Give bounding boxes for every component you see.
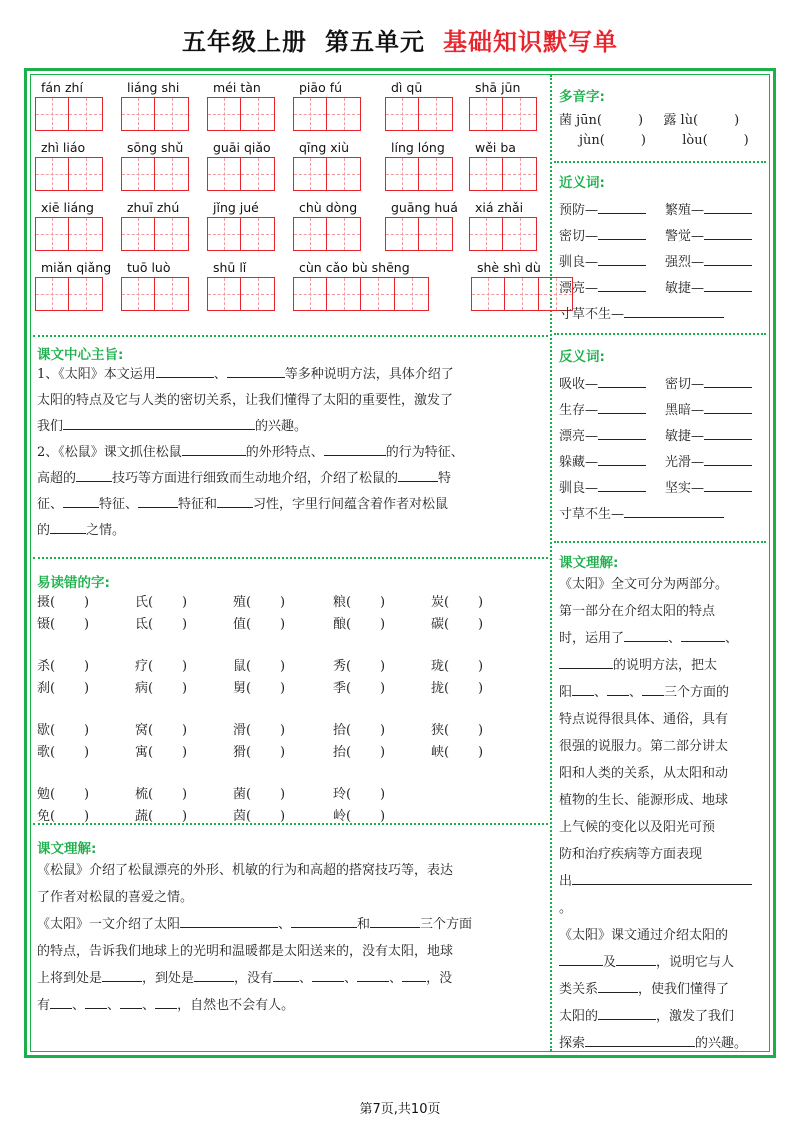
character-writing-box[interactable] [503, 97, 537, 131]
character-writing-box[interactable] [505, 277, 539, 311]
character-writing-box[interactable] [241, 217, 275, 251]
pronunciation-item[interactable]: 值( ) [233, 617, 286, 632]
answer-blank[interactable] [76, 468, 112, 482]
pinyin-label: shè shì dù [477, 260, 541, 275]
pronunciation-item[interactable]: 猾( ) [233, 745, 286, 760]
pinyin-label: sōng shǔ [127, 140, 184, 155]
answer-blank[interactable] [624, 628, 668, 642]
word-pair-item[interactable]: 繁殖— [665, 199, 752, 218]
pinyin-label: guāng huá [391, 200, 458, 215]
character-writing-box[interactable] [469, 157, 503, 191]
answer-blank[interactable] [120, 995, 142, 1009]
pronunciation-item[interactable]: 鼠( ) [233, 659, 286, 674]
center-idea-title: 课文中心主旨: [37, 347, 124, 363]
pinyin-word-block [35, 139, 103, 191]
pinyin-word-block [469, 139, 537, 191]
character-writing-box[interactable] [35, 157, 69, 191]
word-pair-item[interactable]: 寸草不生— [559, 503, 724, 522]
pinyin-writing-area [35, 79, 547, 329]
answer-blank[interactable] [357, 968, 389, 982]
word-pair-item[interactable]: 寸草不生— [559, 303, 724, 322]
pinyin-word-block [207, 199, 275, 251]
pinyin-label: dì qū [391, 80, 423, 95]
answer-blank[interactable] [50, 995, 72, 1009]
pinyin-label: tuō luò [127, 260, 171, 275]
character-writing-box[interactable] [327, 97, 361, 131]
pinyin-label: shū lǐ [213, 260, 247, 275]
word-pair-item[interactable]: 强烈— [665, 251, 752, 270]
answer-blank[interactable] [681, 628, 725, 642]
pinyin-label: jǐng jué [213, 200, 259, 215]
pinyin-label: shā jūn [475, 80, 521, 95]
understand-right-text: 《太阳》全文可分为两部分。 第一部分在介绍太阳的特点 时，运用了 、 、 的说明方法，把太 阳 、 、 三个方面的 特点说得很具体、通俗，具有 很强的说服力。第二部分讲太 阳和人类的关系，从太阳和动 植物的生长、能源形成、地球 上气候的变化以及阳光可预 防和治疗疾病等方面表现 出 。 《太阳》课文通过介绍太阳的 及 ，说明它与人 类关系 ，使我们懂得了 太阳的 ，激发了我们 探索 的兴趣。 [559, 571, 771, 1057]
polyphone-char-jun: 菌 [559, 113, 573, 128]
pinyin-word-block [385, 139, 453, 191]
character-writing-box[interactable] [241, 277, 275, 311]
word-pair-item[interactable]: 坚实— [665, 477, 752, 496]
pronunciation-item[interactable]: 酿( ) [333, 617, 386, 632]
pinyin-word-block [293, 199, 361, 251]
answer-blank[interactable] [138, 494, 178, 508]
character-writing-box[interactable] [207, 217, 241, 251]
pronunciation-item[interactable]: 疗( ) [135, 659, 188, 674]
pinyin-label: piāo fú [299, 80, 343, 95]
answer-blank[interactable] [85, 995, 107, 1009]
header-unit: 第五单元 [325, 28, 425, 56]
character-writing-box[interactable] [327, 157, 361, 191]
answer-blank[interactable] [572, 871, 752, 885]
answer-blank[interactable] [312, 968, 344, 982]
answer-blank[interactable] [402, 968, 426, 982]
pinyin-label: zhuī zhú [127, 200, 180, 215]
character-writing-box[interactable] [69, 157, 103, 191]
pinyin-label: liáng shi [127, 80, 180, 95]
polyphone-row-1: 菌 jūn( ) 露 lù( ) [559, 113, 740, 128]
character-writing-box[interactable] [121, 277, 155, 311]
pinyin-label: méi tàn [213, 80, 261, 95]
pinyin-label: miǎn qiǎng [41, 260, 112, 275]
pronunciation-item[interactable]: 玲( ) [333, 787, 386, 802]
answer-blank[interactable] [63, 416, 255, 430]
answer-blank[interactable] [180, 914, 278, 928]
pronunciation-item[interactable]: 拾( ) [333, 723, 386, 738]
character-writing-box[interactable] [35, 277, 69, 311]
character-writing-box[interactable] [419, 97, 453, 131]
word-pair-item[interactable]: 驯良— [559, 477, 646, 496]
pinyin-word-block [293, 79, 361, 131]
character-writing-box[interactable] [395, 277, 429, 311]
word-pair-item[interactable]: 敏捷— [665, 277, 752, 296]
understand-right-title: 课文理解: [559, 555, 619, 571]
pronunciation-item[interactable]: 氐( ) [135, 617, 188, 632]
character-writing-box[interactable] [69, 217, 103, 251]
pronunciation-item[interactable]: 舅( ) [233, 681, 286, 696]
section-divider [33, 557, 548, 559]
pronunciation-item[interactable]: 炭( ) [431, 595, 484, 610]
character-writing-box[interactable] [121, 217, 155, 251]
pronunciation-item[interactable]: 拢( ) [431, 681, 484, 696]
pronunciation-item[interactable]: 碳( ) [431, 617, 484, 632]
pronunciation-item[interactable]: 珑( ) [431, 659, 484, 674]
pronunciation-item[interactable]: 滑( ) [233, 723, 286, 738]
pronunciation-item[interactable]: 抬( ) [333, 745, 386, 760]
answer-blank[interactable] [156, 364, 214, 378]
character-writing-box[interactable] [293, 217, 327, 251]
answer-blank[interactable] [155, 995, 177, 1009]
answer-blank[interactable] [616, 952, 656, 966]
character-writing-box[interactable] [121, 157, 155, 191]
pronunciation-item[interactable]: 茵( ) [233, 809, 286, 824]
pronunciation-item[interactable]: 氏( ) [135, 595, 188, 610]
answer-blank[interactable] [398, 468, 438, 482]
character-writing-box[interactable] [155, 277, 189, 311]
understand-left-title: 课文理解: [37, 841, 97, 857]
character-writing-box[interactable] [155, 97, 189, 131]
word-pair-item[interactable]: 密切— [665, 373, 752, 392]
section-divider [33, 823, 548, 825]
pronunciation-item[interactable]: 蔬( ) [135, 809, 188, 824]
pronunciation-item[interactable]: 镊( ) [37, 617, 90, 632]
answer-blank[interactable] [102, 968, 142, 982]
character-writing-box[interactable] [69, 277, 103, 311]
pronunciation-item[interactable]: 歌( ) [37, 745, 90, 760]
pronunciation-item[interactable]: 秀( ) [333, 659, 386, 674]
pinyin-label: chù dòng [299, 200, 358, 215]
character-writing-box[interactable] [35, 217, 69, 251]
section-divider [33, 335, 548, 337]
pinyin-word-block [293, 139, 361, 191]
character-writing-box[interactable] [385, 97, 419, 131]
easy-wrong-title: 易读错的字: [37, 575, 110, 591]
polyphone-char-lu: 露 [663, 113, 677, 128]
pronunciation-item[interactable]: 摄( ) [37, 595, 90, 610]
center-idea-text: 1、《太阳》本文运用 、 等多种说明方法，具体介绍了 太阳的特点及它与人类的密切关系，让我们懂得了太阳的重要性，激发了 我们 的兴趣。 2、《松鼠》课文抓住松鼠 的外形特点、 的行为特征、 高超的 技巧等方面进行细致而生动地介绍，介绍了松鼠的 特 征、 特征、 特征和 习性，字里行间蕴含着作者对松鼠 的 之情。 [37, 362, 547, 544]
understand-left-text: 《松鼠》介绍了松鼠漂亮的外形、机敏的行为和高超的搭窝技巧等，表达 了作者对松鼠的喜爱之情。 《太阳》一文介绍了太阳 、 和 三个方面 的特点，告诉我们地球上的光明和温暖都是太阳送来的，没有太阳，地球 上将到处是 ，到处是 ，没有 、 、 、 ，没 有 、 、 、 ，自然也不会有人。 [37, 863, 473, 1013]
character-writing-box[interactable] [155, 217, 189, 251]
character-writing-box[interactable] [419, 217, 453, 251]
pinyin-word-block [121, 79, 189, 131]
character-writing-box[interactable] [327, 217, 361, 251]
character-writing-box[interactable] [69, 97, 103, 131]
character-writing-box[interactable] [471, 277, 505, 311]
answer-blank[interactable] [182, 442, 246, 456]
pinyin-label: líng lóng [391, 140, 445, 155]
section-divider [554, 161, 766, 163]
answer-blank[interactable] [598, 979, 638, 993]
character-writing-box[interactable] [207, 157, 241, 191]
pronunciation-item[interactable]: 免( ) [37, 809, 90, 824]
word-pair-item[interactable]: 黑暗— [665, 399, 752, 418]
section-divider [554, 333, 766, 335]
pinyin-word-block [469, 79, 537, 131]
character-writing-box[interactable] [121, 97, 155, 131]
character-writing-box[interactable] [241, 157, 275, 191]
answer-blank[interactable] [324, 442, 386, 456]
pinyin-label: xiē liáng [41, 200, 94, 215]
answer-blank[interactable] [598, 1006, 656, 1020]
word-pair-item[interactable]: 漂亮— [559, 277, 646, 296]
pronunciation-item[interactable]: 粮( ) [333, 595, 386, 610]
word-pair-item[interactable]: 敏捷— [665, 425, 752, 444]
page-number: 第7页,共10页 [359, 1102, 441, 1117]
answer-blank[interactable] [217, 494, 253, 508]
pinyin-word-block [469, 199, 537, 251]
pinyin-label: xiá zhǎi [475, 200, 524, 215]
antonym-title: 反义词: [559, 349, 605, 365]
character-writing-box[interactable] [385, 217, 419, 251]
header-grade: 五年级上册 [182, 28, 307, 56]
character-writing-box[interactable] [241, 97, 275, 131]
pinyin-label: wěi ba [475, 140, 516, 155]
character-writing-box[interactable] [327, 277, 361, 311]
answer-blank[interactable] [642, 682, 664, 696]
pronunciation-item[interactable]: 岭( ) [333, 809, 386, 824]
easy-wrong-grid [37, 591, 547, 824]
answer-blank[interactable] [50, 520, 86, 534]
pronunciation-item[interactable]: 菌( ) [233, 787, 286, 802]
worksheet-frame [24, 68, 776, 1058]
answer-blank[interactable] [607, 682, 629, 696]
character-writing-box[interactable] [385, 157, 419, 191]
answer-blank[interactable] [273, 968, 299, 982]
word-pair-item[interactable]: 生存— [559, 399, 646, 418]
character-writing-box[interactable] [293, 157, 327, 191]
section-divider [554, 541, 766, 543]
pinyin-word-block [35, 259, 111, 311]
pinyin-word-block [207, 139, 275, 191]
word-pair-item[interactable]: 躲藏— [559, 451, 646, 470]
character-writing-box[interactable] [469, 217, 503, 251]
answer-blank[interactable] [585, 1033, 695, 1047]
word-pair-item[interactable]: 吸收— [559, 373, 646, 392]
pronunciation-item[interactable]: 峡( ) [431, 745, 484, 760]
pinyin-label: fán zhí [41, 80, 83, 95]
word-pair-item[interactable]: 密切— [559, 225, 646, 244]
polyphone-row-2: jùn( ) lòu( ) [579, 133, 749, 148]
word-pair-item[interactable]: 漂亮— [559, 425, 646, 444]
pinyin-word-block [385, 199, 458, 251]
pinyin-label: cùn cǎo bù shēng [299, 260, 410, 275]
pinyin-label: zhì liáo [41, 140, 86, 155]
pronunciation-item[interactable]: 刹( ) [37, 681, 90, 696]
word-pair-item[interactable]: 驯良— [559, 251, 646, 270]
pronunciation-item[interactable]: 病( ) [135, 681, 188, 696]
pinyin-label: qīng xiù [299, 140, 350, 155]
column-divider [550, 75, 552, 1051]
character-writing-box[interactable] [293, 97, 327, 131]
answer-blank[interactable] [194, 968, 234, 982]
pronunciation-item[interactable]: 勉( ) [37, 787, 90, 802]
page-header [0, 22, 800, 57]
answer-blank[interactable] [370, 914, 420, 928]
character-writing-box[interactable] [155, 157, 189, 191]
answer-blank[interactable] [227, 364, 285, 378]
answer-blank[interactable] [559, 655, 613, 669]
pinyin-word-block [121, 139, 189, 191]
pinyin-word-block [293, 259, 429, 311]
pronunciation-item[interactable]: 寓( ) [135, 745, 188, 760]
answer-blank[interactable] [572, 682, 594, 696]
pronunciation-item[interactable]: 梳( ) [135, 787, 188, 802]
pinyin-word-block [121, 259, 189, 311]
character-writing-box[interactable] [503, 217, 537, 251]
character-writing-box[interactable] [361, 277, 395, 311]
answer-blank[interactable] [291, 914, 357, 928]
pronunciation-item[interactable]: 殖( ) [233, 595, 286, 610]
pinyin-word-block [471, 259, 573, 311]
answer-blank[interactable] [559, 952, 603, 966]
character-writing-box[interactable] [293, 277, 327, 311]
pronunciation-item[interactable]: 杀( ) [37, 659, 90, 674]
pinyin-label: guāi qiǎo [213, 140, 271, 155]
pronunciation-item[interactable]: 季( ) [333, 681, 386, 696]
pinyin-word-block [35, 79, 103, 131]
pronunciation-item[interactable]: 窝( ) [135, 723, 188, 738]
character-writing-box[interactable] [35, 97, 69, 131]
word-pair-item[interactable]: 光滑— [665, 451, 752, 470]
word-pair-item[interactable]: 警觉— [665, 225, 752, 244]
synonym-title: 近义词: [559, 175, 605, 191]
character-writing-box[interactable] [419, 157, 453, 191]
pronunciation-item[interactable]: 狭( ) [431, 723, 484, 738]
character-writing-box[interactable] [207, 97, 241, 131]
character-writing-box[interactable] [469, 97, 503, 131]
header-sheet-title: 基础知识默写单 [443, 28, 618, 56]
pinyin-word-block [385, 79, 453, 131]
word-pair-item[interactable]: 预防— [559, 199, 646, 218]
pronunciation-item[interactable]: 歇( ) [37, 723, 90, 738]
pinyin-word-block [121, 199, 189, 251]
character-writing-box[interactable] [207, 277, 241, 311]
pinyin-word-block [207, 79, 275, 131]
polyphone-title: 多音字: [559, 89, 605, 105]
answer-blank[interactable] [63, 494, 99, 508]
pinyin-word-block [207, 259, 275, 311]
pinyin-word-block [35, 199, 103, 251]
character-writing-box[interactable] [503, 157, 537, 191]
